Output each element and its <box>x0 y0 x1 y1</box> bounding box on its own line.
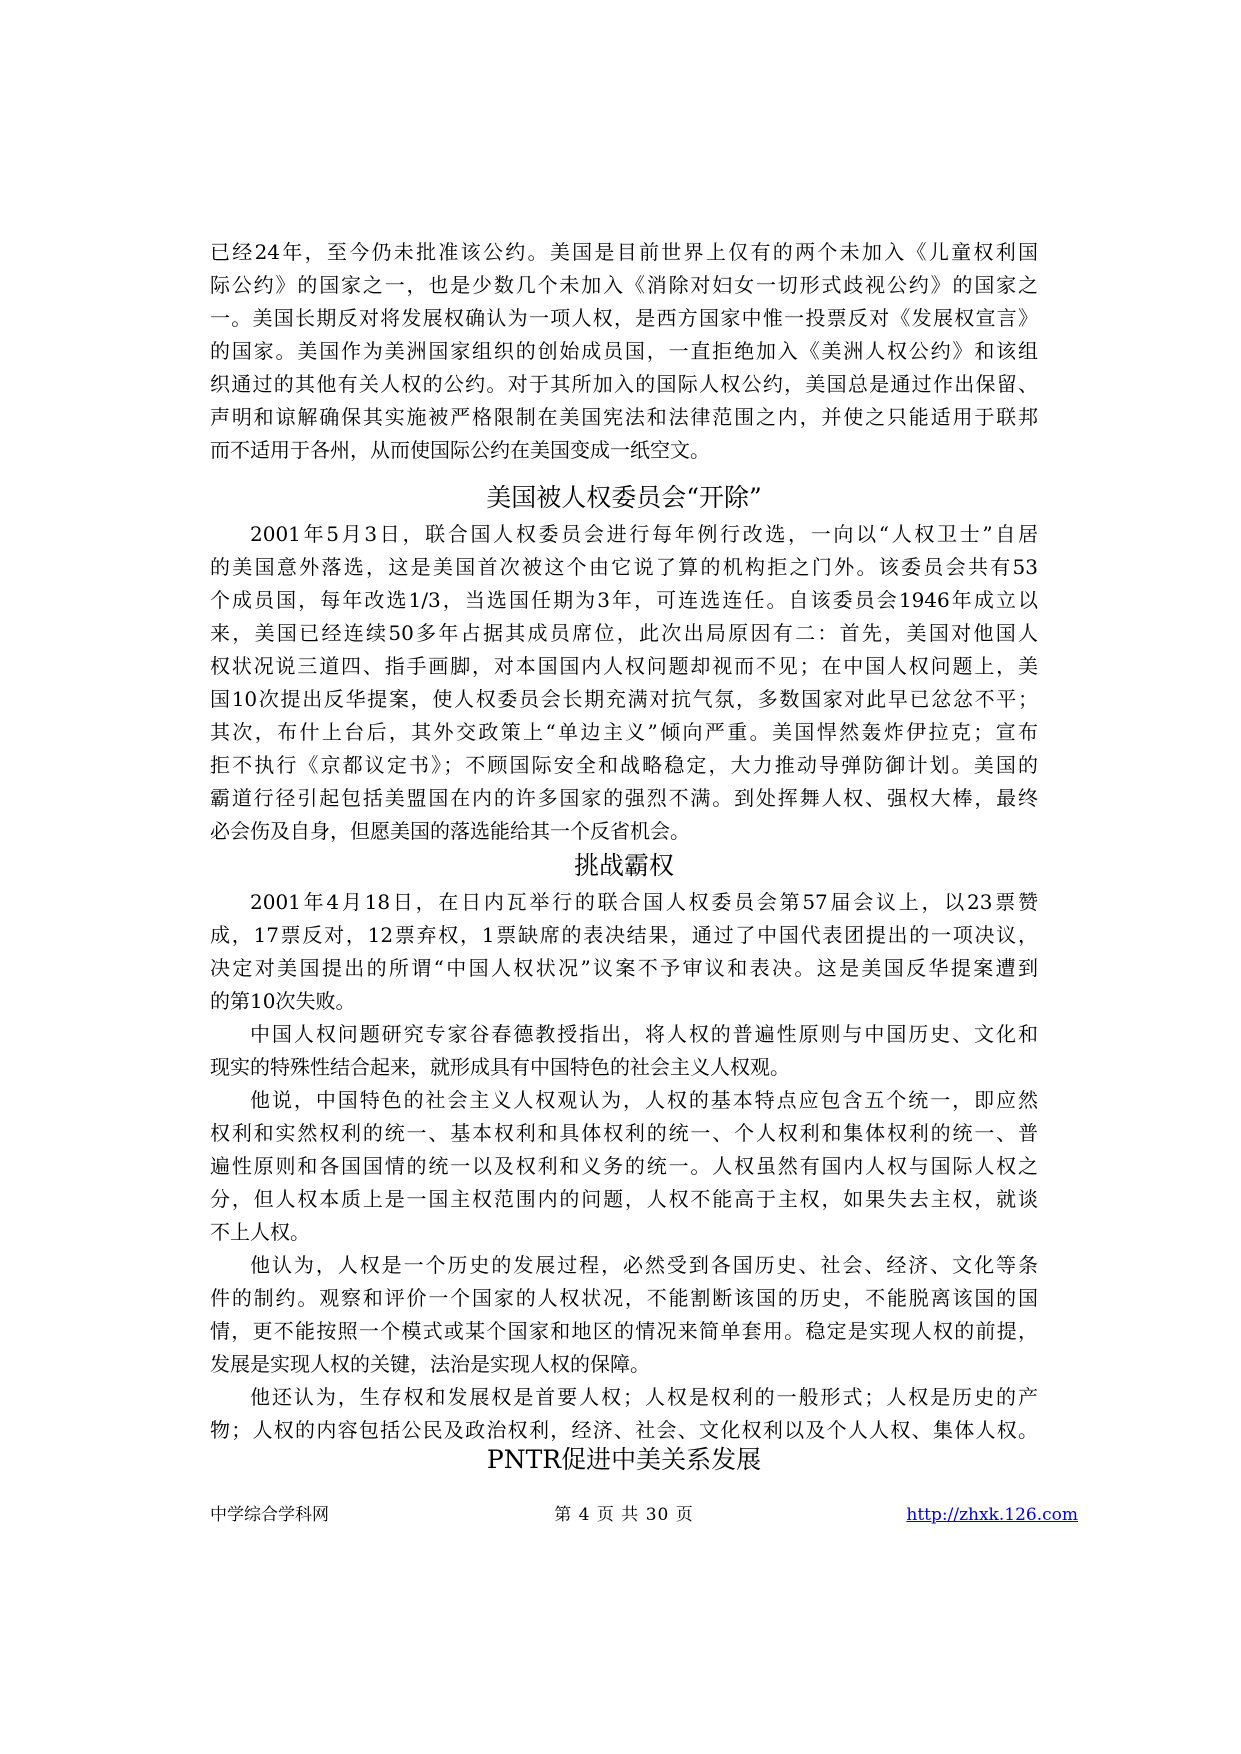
text-line: 权状况说三道四、指手画脚，对本国国内人权问题却视而不见；在中国人权问题上，美 <box>210 654 1038 678</box>
text-line: 现实的特殊性结合起来，就形成具有中国特色的社会主义人权观。 <box>210 1055 790 1079</box>
text-line: 决定对美国提出的所谓“中国人权状况”议案不予审议和表决。这是美国反华提案遭到 <box>210 956 1038 980</box>
footer-page-number: 第 4 页 共 30 页 <box>554 1505 694 1525</box>
text-line: 其次，布什上台后，其外交政策上“单边主义”倾向严重。美国悍然轰炸伊拉克；宣布 <box>210 720 1038 744</box>
text-line: 情，更不能按照一个模式或某个国家和地区的情况来简单套用。稳定是实现人权的前提， <box>210 1319 1038 1343</box>
page-footer <box>210 1502 1078 1528</box>
text-line: 国10次提出反华提案，使人权委员会长期充满对抗气氛，多数国家对此早已忿忿不平； <box>210 687 1038 711</box>
text-line: 织通过的其他有关人权的公约。对于其所加入的国际人权公约，美国总是通过作出保留、 <box>210 372 1038 396</box>
text-line: 来，美国已经连续50多年占据其成员席位，此次出局原因有二：首先，美国对他国人 <box>210 621 1038 645</box>
text-line: 拒不执行《京都议定书》；不顾国际安全和战略稳定，大力推动导弹防御计划。美国的 <box>210 753 1038 777</box>
text-line: 2001年4月18日，在日内瓦举行的联合国人权委员会第57届会议上，以23票赞 <box>250 890 1038 914</box>
challenge-paragraphs <box>210 886 1038 1447</box>
text-line: 霸道行径引起包括美盟国在内的许多国家的强烈不满。到处挥舞人权、强权大棒，最终 <box>210 786 1038 810</box>
text-line: 的国家。美国作为美洲国家组织的创始成员国，一直拒绝加入《美洲人权公约》和该组 <box>210 339 1038 363</box>
text-line: 物；人权的内容包括公民及政治权利，经济、社会、文化权利以及个人人权、集体人权。 <box>210 1418 1038 1442</box>
text-line: 他说，中国特色的社会主义人权观认为，人权的基本特点应包含五个统一，即应然 <box>250 1088 1038 1112</box>
text-line: 2001年5月3日，联合国人权委员会进行每年例行改选，一向以“人权卫士”自居 <box>250 522 1038 546</box>
text-line: 中国人权问题研究专家谷春德教授指出，将人权的普遍性原则与中国历史、文化和 <box>250 1022 1038 1046</box>
text-line: 分，但人权本质上是一国主权范围内的问题，人权不能高于主权，如果失去主权，就谈 <box>210 1187 1038 1211</box>
text-line: 发展是实现人权的关键，法治是实现人权的保障。 <box>210 1352 650 1376</box>
text-line: 遍性原则和各国国情的统一以及权利和义务的统一。人权虽然有国内人权与国际人权之 <box>210 1154 1038 1178</box>
text-line: 他认为，人权是一个历史的发展过程，必然受到各国历史、社会、经济、文化等条 <box>250 1253 1038 1277</box>
section-heading-challenge: 挑战霸权 <box>573 851 674 880</box>
text-line: 声明和谅解确保其实施被严格限制在美国宪法和法律范围之内，并使之只能适用于联邦 <box>210 405 1038 429</box>
expelled-paragraph <box>210 518 1038 848</box>
text-line: 不上人权。 <box>210 1220 310 1244</box>
intro-paragraph <box>210 236 1038 467</box>
section-heading-pntr: PNTR促进中美关系发展 <box>486 1445 762 1474</box>
section-heading-expelled: 美国被人权委员会“开除” <box>486 483 762 512</box>
text-line: 际公约》的国家之一，也是少数几个未加入《消除对妇女一切形式歧视公约》的国家之 <box>210 273 1038 297</box>
text-line: 权利和实然权利的统一、基本权利和具体权利的统一、个人权利和集体权利的统一、普 <box>210 1121 1038 1145</box>
text-line: 他还认为，生存权和发展权是首要人权；人权是权利的一般形式；人权是历史的产 <box>250 1385 1038 1409</box>
footer-site-name: 中学综合学科网 <box>210 1505 329 1525</box>
footer-url-link[interactable]: http://zhxk.126.com <box>906 1505 1078 1525</box>
text-line: 一。美国长期反对将发展权确认为一项人权，是西方国家中惟一投票反对《发展权宣言》 <box>210 306 1038 330</box>
text-line: 必会伤及自身，但愿美国的落选能给其一个反省机会。 <box>210 819 690 843</box>
text-line: 的美国意外落选，这是美国首次被这个由它说了算的机构拒之门外。该委员会共有53 <box>210 555 1038 579</box>
text-line: 而不适用于各州，从而使国际公约在美国变成一纸空文。 <box>210 438 710 462</box>
text-line: 成，17票反对，12票弃权，1票缺席的表决结果，通过了中国代表团提出的一项决议， <box>210 923 1038 947</box>
text-line: 的第10次失败。 <box>210 989 356 1013</box>
text-line: 已经24年，至今仍未批准该公约。美国是目前世界上仅有的两个未加入《儿童权利国 <box>210 240 1038 264</box>
text-line: 件的制约。观察和评价一个国家的人权状况，不能割断该国的历史，不能脱离该国的国 <box>210 1286 1038 1310</box>
text-line: 个成员国，每年改选1/3，当选国任期为3年，可连选连任。自该委员会1946年成立以 <box>210 588 1038 612</box>
